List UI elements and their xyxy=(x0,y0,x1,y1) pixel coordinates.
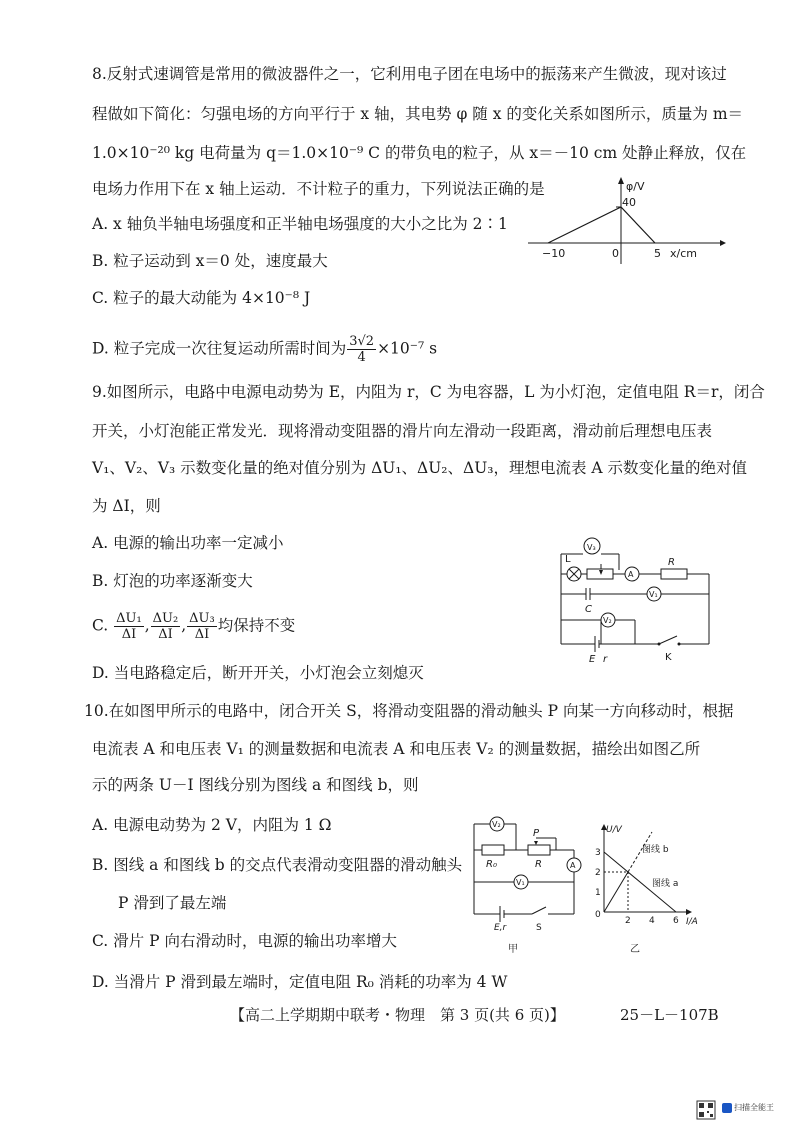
q8-line-1: 8.反射式速调管是常用的微波器件之一，它利用电子团在电场中的振荡来产生微波，现对该过 xyxy=(92,65,727,83)
q9-option-a: A. 电源的输出功率一定减小 xyxy=(92,534,284,552)
switch-label: S xyxy=(536,923,542,933)
internal-resistance-label: r xyxy=(603,654,608,664)
fraction-denominator: ΔI xyxy=(121,627,137,642)
v2-label: V₂ xyxy=(603,616,612,625)
capacitor-label: C xyxy=(585,604,592,615)
figure-caption-jia: 甲 xyxy=(508,944,518,955)
y-axis-label: φ/V xyxy=(626,180,645,193)
v1-label: V₁ xyxy=(516,878,525,887)
q9-option-c-text: 均保持不变 xyxy=(217,616,296,635)
emf-label: E xyxy=(589,654,596,664)
q8-option-d xyxy=(92,334,437,365)
resistor-label: R xyxy=(668,557,675,568)
q9-option-b: B. 灯泡的功率逐渐变大 xyxy=(92,572,253,590)
footer-title: 【高二上学期期中联考・物理 第 3 页(共 6 页)】 xyxy=(230,1006,565,1024)
v3-label: V₃ xyxy=(587,543,596,552)
x-tick-2: 2 xyxy=(625,916,631,926)
x-tick-neg10: −10 xyxy=(542,247,566,260)
scanner-logo-icon xyxy=(722,1103,732,1113)
y-axis-label: U/V xyxy=(606,825,622,835)
q10-line-3: 示的两条 U－I 图线分别为图线 a 和图线 b，则 xyxy=(92,776,419,794)
q9-option-c-label: C. xyxy=(92,616,109,635)
q10-option-a: A. 电源电动势为 2 V，内阻为 1 Ω xyxy=(92,816,332,834)
q8-option-c: C. 粒子的最大动能为 4×10⁻⁸ J xyxy=(92,289,311,307)
a-label: A xyxy=(628,570,634,579)
figure-caption-yi: 乙 xyxy=(630,944,640,955)
y-tick-2: 2 xyxy=(595,868,601,878)
q10-option-b-line2: P 滑到了最左端 xyxy=(118,894,227,912)
q9-fraction-3 xyxy=(187,611,217,642)
q10-ui-graph-yi xyxy=(590,822,722,956)
q10-line-2: 电流表 A 和电压表 V₁ 的测量数据和电流表 A 和电压表 V₂ 的测量数据，描绘出如图乙所 xyxy=(92,740,701,758)
y-tick-3: 3 xyxy=(595,848,601,858)
fraction-denominator: 4 xyxy=(357,350,366,365)
q9-line-3: V₁、V₂、V₃ 示数变化量的绝对值分别为 ΔU₁、ΔU₂、ΔU₃，理想电流表 A 示数变化量的绝对值 xyxy=(92,459,748,477)
fraction-numerator: ΔU₃ xyxy=(189,611,215,626)
x-tick-4: 4 xyxy=(649,916,655,926)
q8-option-d-text: D. 粒子完成一次往复运动所需时间为 xyxy=(92,339,347,358)
q9-line-1: 9.如图所示，电路中电源电动势为 E，内阻为 r，C 为电容器，L 为小灯泡，定值电阻 R＝r，闭合 xyxy=(92,383,765,401)
q9-line-4: 为 ΔI，则 xyxy=(92,497,161,515)
y-tick-1: 1 xyxy=(595,888,601,898)
peak-value-label: 40 xyxy=(622,196,636,209)
q10-option-d: D. 当滑片 P 滑到最左端时，定值电阻 R₀ 消耗的功率为 4 W xyxy=(92,973,508,991)
line-b-label: 图线 b xyxy=(642,845,669,855)
fraction-denominator: ΔI xyxy=(158,627,173,642)
x-tick-6: 6 xyxy=(673,916,679,926)
q9-line-2: 开关，小灯泡能正常发光．现将滑动变阻器的滑片向左滑动一段距离，滑动前后理想电压表 xyxy=(92,422,713,440)
lamp-label: L xyxy=(565,554,571,565)
fraction-numerator: ΔU₁ xyxy=(116,611,142,626)
v2-label: V₂ xyxy=(492,820,501,829)
q10-circuit-jia xyxy=(470,814,588,956)
q8-potential-graph xyxy=(528,176,728,268)
q8-line-4: 电场力作用下在 x 轴上运动．不计粒子的重力，下列说法正确的是 xyxy=(92,180,545,198)
fraction-numerator: 3√2 xyxy=(349,334,375,349)
rheostat-label: R xyxy=(535,859,542,870)
q9-option-d: D. 当电路稳定后，断开开关，小灯泡会立刻熄灭 xyxy=(92,664,424,682)
q8-option-d-unit: ×10⁻⁷ s xyxy=(377,339,438,358)
scanner-badge-text: 扫描全能王 xyxy=(734,1103,774,1112)
fraction-numerator: ΔU₂ xyxy=(152,611,179,626)
footer-code: 25－L－107B xyxy=(620,1006,719,1024)
x-tick-0: 0 xyxy=(595,910,601,920)
q10-option-c: C. 滑片 P 向右滑动时，电源的输出功率增大 xyxy=(92,932,397,950)
q8-line-3: 1.0×10⁻²⁰ kg 电荷量为 q＝1.0×10⁻⁹ C 的带负电的粒子，从 x＝－10 cm 处静止释放，仅在 xyxy=(92,144,747,162)
x-axis-label: x/cm xyxy=(670,247,697,260)
graph-line-b xyxy=(604,872,628,912)
a-label: A xyxy=(570,861,576,870)
battery-label: E,r xyxy=(494,923,507,933)
q8-option-b: B. 粒子运动到 x＝0 处，速度最大 xyxy=(92,252,328,270)
q9-fraction-2 xyxy=(151,611,181,642)
q10-option-b-line1: B. 图线 a 和图线 b 的交点代表滑动变阻器的滑动触头 xyxy=(92,856,463,874)
q8-option-d-fraction xyxy=(347,334,376,365)
x-axis-label: I/A xyxy=(686,917,698,927)
qr-code-icon xyxy=(696,1100,720,1120)
q9-option-c: C. $\frac{\text{ΔU₁}}{\Delta I}$ , $\frac{\text{ΔU₂}}{\Delta I}$ , $\frac{\text{ΔU₃}}{\Delta I}$ 均保持不变 xyxy=(92,611,296,642)
scanner-watermark xyxy=(696,1100,781,1120)
line-a-label: 图线 a xyxy=(652,879,679,889)
q9-fraction-1 xyxy=(114,611,144,642)
v1-label: V₁ xyxy=(649,590,658,599)
slider-p-label: P xyxy=(533,828,540,839)
q8-option-a: A. x 轴负半轴电场强度和正半轴电场强度的大小之比为 2∶1 xyxy=(92,215,508,233)
fraction-denominator: ΔI xyxy=(194,627,210,642)
q10-line-1: 10.在如图甲所示的电路中，闭合开关 S，将滑动变阻器的滑动触头 P 向某一方向移动时，根据 xyxy=(84,702,734,720)
potential-curve xyxy=(548,207,655,243)
q8-line-2: 程做如下简化：匀强电场的方向平行于 x 轴，其电势 φ 随 x 的变化关系如图所示，质量为 m＝ xyxy=(92,105,744,123)
x-tick-0: 0 xyxy=(612,247,619,260)
switch-label: K xyxy=(665,652,672,663)
x-tick-5: 5 xyxy=(654,247,661,260)
r0-label: R₀ xyxy=(486,859,497,870)
q9-circuit-diagram xyxy=(555,532,715,664)
